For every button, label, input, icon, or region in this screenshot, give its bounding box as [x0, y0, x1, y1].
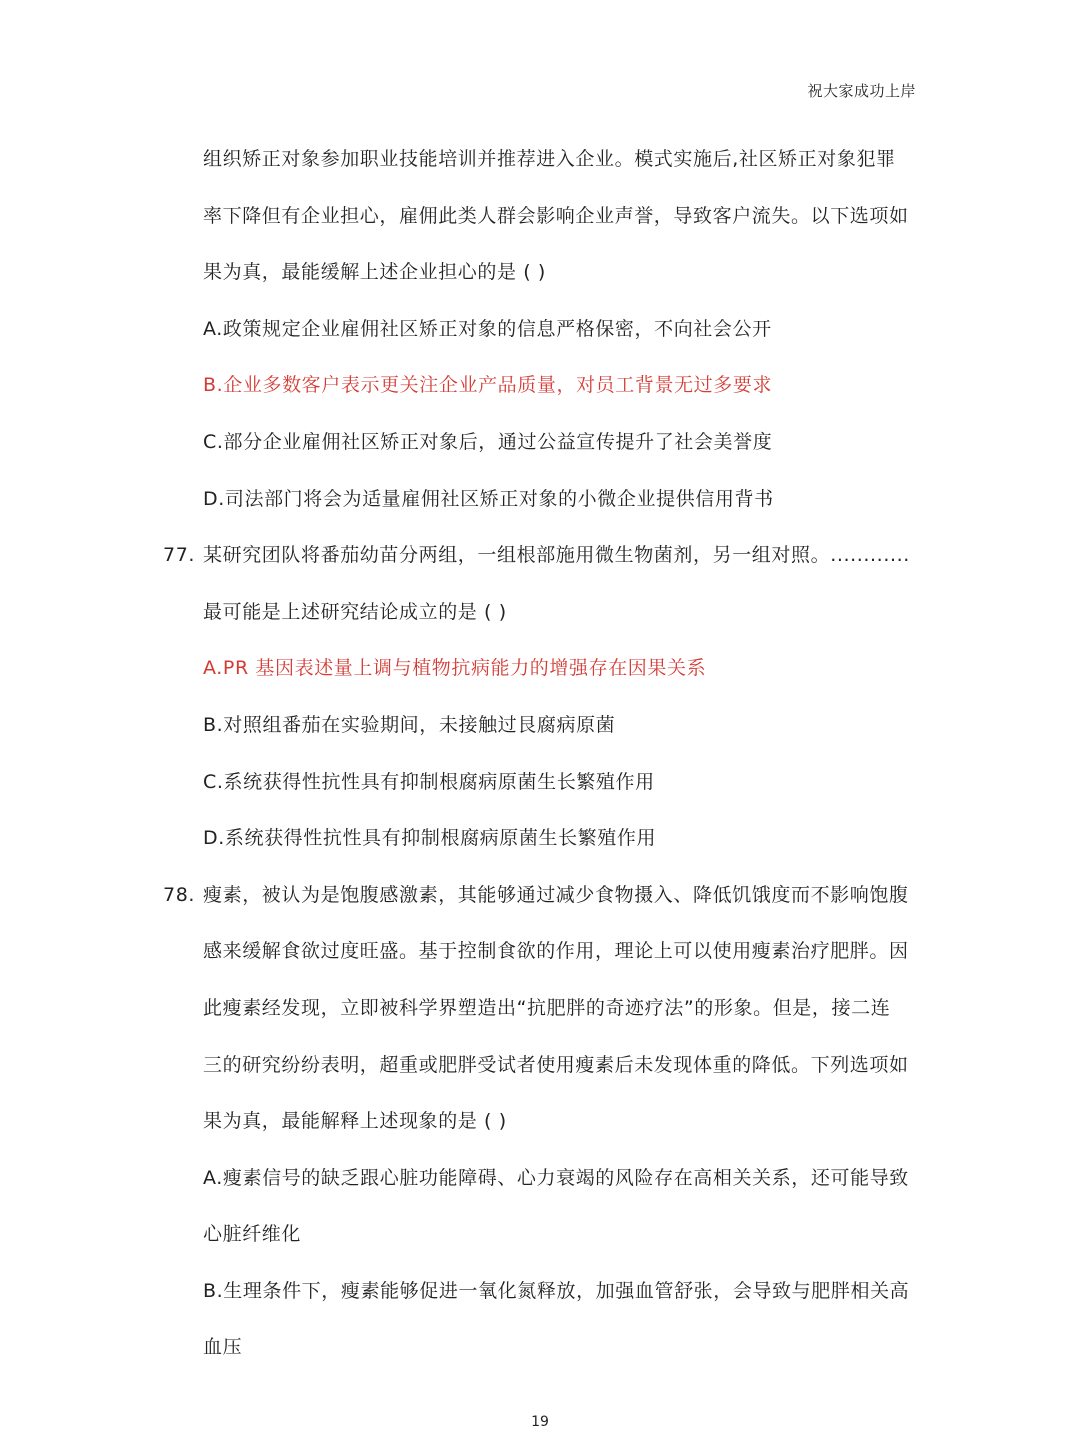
page-number: 19 — [531, 1414, 549, 1430]
option-c: C.部分企业雇佣社区矫正对象后，通过公益宣传提升了社会美誉度 — [203, 430, 773, 453]
question-77-line — [0, 527, 1080, 584]
question-text-line: 最可能是上述研究结论成立的是 ( ) — [203, 600, 507, 623]
option-b-answer: B.企业多数客户表示更关注企业产品质量，对员工背景无过多要求 — [203, 374, 773, 397]
option-a: A.政策规定企业雇佣社区矫正对象的信息严格保密，不向社会公开 — [203, 317, 772, 340]
question-text-line: 组织矫正对象参加职业技能培训并推荐进入企业。模式实施后,社区矫正对象犯罪 — [203, 148, 896, 170]
question-number: 78. — [163, 883, 196, 906]
question-78-line — [0, 867, 1080, 924]
option-b: B.对照组番茄在实验期间，未接触过艮腐病原菌 — [203, 713, 616, 736]
option-b: B.生理条件下，瘦素能够促进一氧化氮释放，加强血管舒张，会导致与肥胖相关高 — [203, 1279, 910, 1302]
option-a-continued: 心脏纤维化 — [203, 1223, 302, 1246]
question-text: 瘦素，被认为是饱腹感激素，其能够通过减少食物摄入、降低饥饿度而不影响饱腹 — [203, 883, 909, 906]
question-number: 77. — [163, 544, 196, 567]
question-text-line: 感来缓解食欲过度旺盛。基于控制食欲的作用，理论上可以使用瘦素治疗肥胖。因 — [203, 940, 909, 963]
option-d: D.司法部门将会为适量雇佣社区矫正对象的小微企业提供信用背书 — [203, 487, 774, 510]
question-text-line: 果为真，最能解释上述现象的是 ( ) — [203, 1110, 507, 1133]
question-text: 某研究团队将番茄幼苗分两组，一组根部施用微生物菌剂，另一组对照。............ — [203, 544, 910, 567]
option-a: A.瘦素信号的缺乏跟心脏功能障碍、心力衰竭的风险存在高相关关系，还可能导致 — [203, 1166, 909, 1189]
option-a-answer: A.PR 基因表述量上调与植物抗病能力的增强存在因果关系 — [203, 657, 707, 680]
page-content — [0, 131, 1080, 1376]
question-text-line: 率下降但有企业担心，雇佣此类人群会影响企业声誉，导致客户流失。以下选项如 — [203, 204, 909, 227]
question-text-line: 此瘦素经发现，立即被科学界塑造出“抗肥胖的奇迹疗法”的形象。但是，接二连 — [203, 996, 891, 1019]
question-text-line: 三的研究纷纷表明，超重或肥胖受试者使用瘦素后未发现体重的降低。下列选项如 — [203, 1053, 909, 1076]
question-text-line: 果为真，最能缓解上述企业担心的是 ( ) — [203, 261, 546, 284]
option-c: C.系统获得性抗性具有抑制根腐病原菌生长繁殖作用 — [203, 770, 655, 793]
option-b-continued: 血压 — [203, 1336, 243, 1359]
page-header: 祝大家成功上岸 — [807, 82, 916, 100]
option-d: D.系统获得性抗性具有抑制根腐病原菌生长繁殖作用 — [203, 827, 657, 850]
